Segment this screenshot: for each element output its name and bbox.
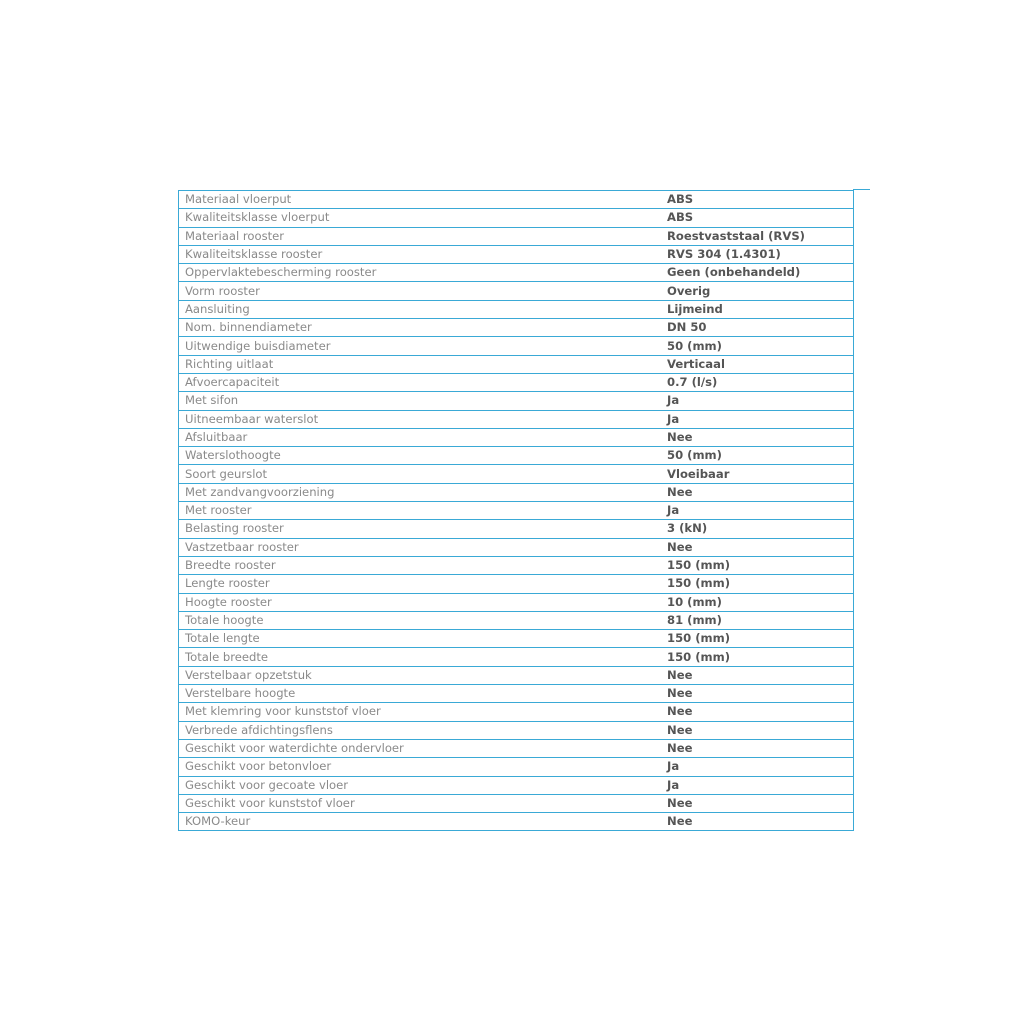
table-row xyxy=(179,282,854,300)
spec-label: Waterslothoogte xyxy=(179,447,662,465)
spec-value: Nee xyxy=(661,739,854,757)
table-row xyxy=(179,373,854,391)
spec-value: 150 (mm) xyxy=(661,575,854,593)
spec-value: Nee xyxy=(661,721,854,739)
table-row xyxy=(179,428,854,446)
table-row xyxy=(179,392,854,410)
specifications-table xyxy=(178,190,854,831)
spec-label: Verstelbare hoogte xyxy=(179,685,662,703)
spec-label: Uitwendige buisdiameter xyxy=(179,337,662,355)
table-row xyxy=(179,611,854,629)
spec-value: Ja xyxy=(661,502,854,520)
spec-value: 81 (mm) xyxy=(661,611,854,629)
table-row xyxy=(179,337,854,355)
spec-value: Nee xyxy=(661,813,854,831)
table-row xyxy=(179,575,854,593)
spec-label: Geschikt voor waterdichte ondervloer xyxy=(179,739,662,757)
spec-value: ABS xyxy=(661,209,854,227)
spec-label: Belasting rooster xyxy=(179,520,662,538)
spec-value: 50 (mm) xyxy=(661,447,854,465)
spec-value: 150 (mm) xyxy=(661,648,854,666)
spec-value: RVS 304 (1.4301) xyxy=(661,245,854,263)
spec-value: Nee xyxy=(661,428,854,446)
spec-label: Hoogte rooster xyxy=(179,593,662,611)
spec-label: Met rooster xyxy=(179,502,662,520)
spec-label: Kwaliteitsklasse rooster xyxy=(179,245,662,263)
table-row xyxy=(179,483,854,501)
spec-label: Met zandvangvoorziening xyxy=(179,483,662,501)
spec-label: Oppervlaktebescherming rooster xyxy=(179,264,662,282)
spec-label: Breedte rooster xyxy=(179,556,662,574)
spec-label: Materiaal vloerput xyxy=(179,191,662,209)
table-row xyxy=(179,648,854,666)
spec-label: Geschikt voor betonvloer xyxy=(179,758,662,776)
spec-label: Met sifon xyxy=(179,392,662,410)
table-row xyxy=(179,685,854,703)
spec-value: Nee xyxy=(661,685,854,703)
spec-label: Lengte rooster xyxy=(179,575,662,593)
table-row xyxy=(179,666,854,684)
spec-label: Nom. binnendiameter xyxy=(179,319,662,337)
spec-value: DN 50 xyxy=(661,319,854,337)
spec-value: Ja xyxy=(661,776,854,794)
table-top-border-extension xyxy=(853,189,870,190)
spec-label: Vorm rooster xyxy=(179,282,662,300)
table-row xyxy=(179,556,854,574)
table-row xyxy=(179,319,854,337)
spec-label: Aansluiting xyxy=(179,300,662,318)
spec-value: Lijmeind xyxy=(661,300,854,318)
spec-value: 0.7 (l/s) xyxy=(661,373,854,391)
spec-value: Geen (onbehandeld) xyxy=(661,264,854,282)
spec-value: Ja xyxy=(661,392,854,410)
table-row xyxy=(179,538,854,556)
table-row xyxy=(179,520,854,538)
spec-value: Roestvaststaal (RVS) xyxy=(661,227,854,245)
spec-label: Soort geurslot xyxy=(179,465,662,483)
spec-value: ABS xyxy=(661,191,854,209)
spec-value: 150 (mm) xyxy=(661,630,854,648)
table-row xyxy=(179,758,854,776)
table-row xyxy=(179,355,854,373)
spec-value: Nee xyxy=(661,483,854,501)
spec-value: Nee xyxy=(661,538,854,556)
spec-value: 3 (kN) xyxy=(661,520,854,538)
table-row xyxy=(179,264,854,282)
spec-label: Met klemring voor kunststof vloer xyxy=(179,703,662,721)
spec-label: Richting uitlaat xyxy=(179,355,662,373)
table-row xyxy=(179,209,854,227)
table-row xyxy=(179,410,854,428)
table-row xyxy=(179,721,854,739)
table-row xyxy=(179,630,854,648)
spec-label: Verbrede afdichtingsflens xyxy=(179,721,662,739)
spec-value: Nee xyxy=(661,666,854,684)
table-row xyxy=(179,502,854,520)
table-row xyxy=(179,703,854,721)
spec-label: Geschikt voor kunststof vloer xyxy=(179,794,662,812)
spec-label: Totale hoogte xyxy=(179,611,662,629)
table-row xyxy=(179,465,854,483)
spec-value: Vloeibaar xyxy=(661,465,854,483)
spec-label: Totale lengte xyxy=(179,630,662,648)
spec-value: Nee xyxy=(661,794,854,812)
spec-value: 10 (mm) xyxy=(661,593,854,611)
spec-value: Verticaal xyxy=(661,355,854,373)
spec-label: KOMO-keur xyxy=(179,813,662,831)
table-row xyxy=(179,813,854,831)
table-row xyxy=(179,776,854,794)
table-row xyxy=(179,739,854,757)
table-row xyxy=(179,593,854,611)
spec-label: Totale breedte xyxy=(179,648,662,666)
spec-label: Verstelbaar opzetstuk xyxy=(179,666,662,684)
spec-label: Geschikt voor gecoate vloer xyxy=(179,776,662,794)
spec-value: Ja xyxy=(661,758,854,776)
specifications-table-body xyxy=(179,191,854,831)
table-row xyxy=(179,794,854,812)
spec-value: Ja xyxy=(661,410,854,428)
spec-value: Overig xyxy=(661,282,854,300)
table-row xyxy=(179,245,854,263)
table-row xyxy=(179,447,854,465)
spec-label: Kwaliteitsklasse vloerput xyxy=(179,209,662,227)
spec-label: Afsluitbaar xyxy=(179,428,662,446)
spec-label: Afvoercapaciteit xyxy=(179,373,662,391)
table-row xyxy=(179,227,854,245)
spec-label: Uitneembaar waterslot xyxy=(179,410,662,428)
spec-label: Materiaal rooster xyxy=(179,227,662,245)
spec-label: Vastzetbaar rooster xyxy=(179,538,662,556)
specifications-table-container xyxy=(178,190,854,831)
table-row xyxy=(179,300,854,318)
spec-value: 150 (mm) xyxy=(661,556,854,574)
table-row xyxy=(179,191,854,209)
spec-value: 50 (mm) xyxy=(661,337,854,355)
spec-value: Nee xyxy=(661,703,854,721)
